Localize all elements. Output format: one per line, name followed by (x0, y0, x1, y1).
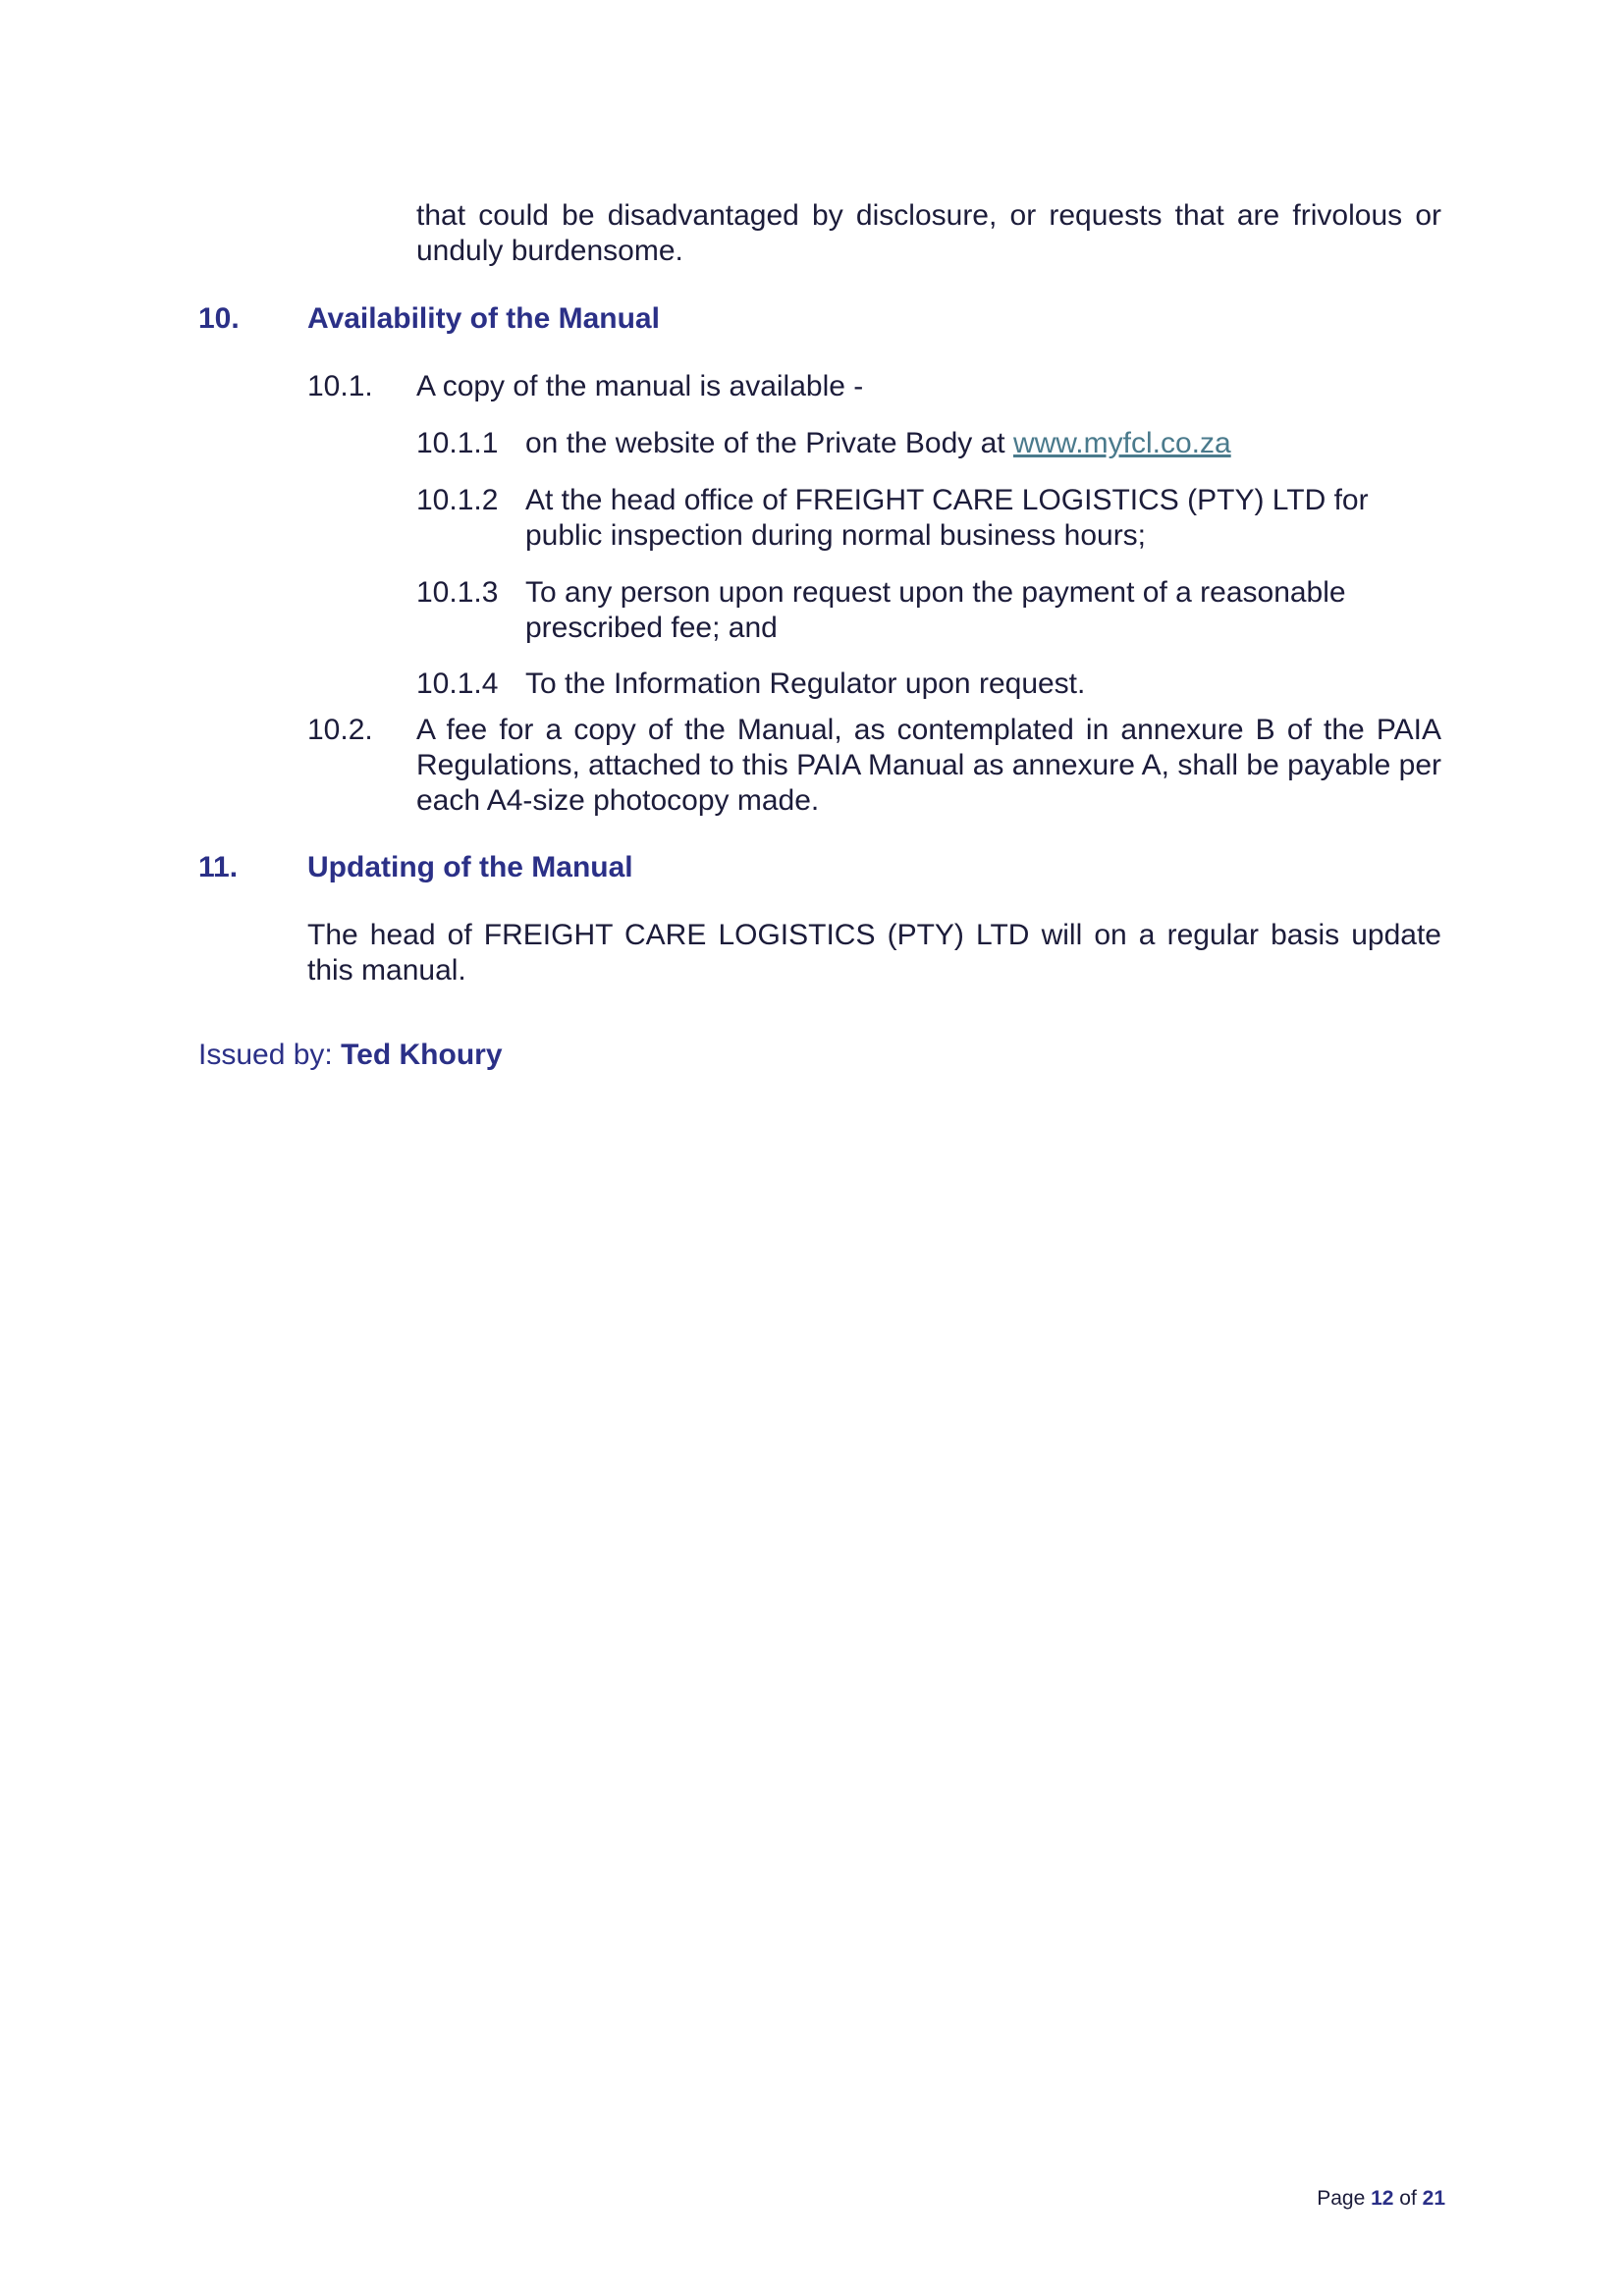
clause-10-1-1-label: on the website of the Private Body at (525, 427, 1013, 459)
clause-10-1-number: 10.1. (307, 370, 373, 402)
clause-10-1-2-text: At the head office of FREIGHT CARE LOGISTICS (PTY) LTD for public inspection during normal business hours; (525, 484, 1369, 552)
page-label: Page (1317, 2187, 1372, 2210)
clause-10-2-number: 10.2. (307, 714, 373, 746)
clause-10-1-4-text: To the Information Regulator upon request. (525, 667, 1086, 700)
page-current: 12 (1371, 2187, 1394, 2210)
issued-by (198, 1038, 503, 1073)
continuation-paragraph: that could be disadvantaged by disclosure, or requests that are frivolous or unduly burdensome. (416, 199, 1441, 267)
clause-10-1-2-number: 10.1.2 (416, 484, 499, 516)
clause-10-1-4-number: 10.1.4 (416, 667, 499, 700)
issued-by-label: Issued by: (198, 1039, 342, 1071)
section-11-number: 11. (198, 851, 239, 883)
clause-10-2-text: A fee for a copy of the Manual, as contemplated in annexure B of the PAIA Regulations, attached to this PAIA Manual as annexure A, shall be payable per each A4-size photocopy made. (416, 714, 1441, 817)
page-of-label: of (1393, 2187, 1423, 2210)
section-11-text: The head of FREIGHT CARE LOGISTICS (PTY) LTD will on a regular basis update this manual. (307, 919, 1441, 987)
website-link[interactable]: www.myfcl.co.za (1012, 427, 1231, 459)
section-10-number: 10. (198, 302, 240, 335)
page-total: 21 (1422, 2187, 1445, 2210)
clause-10-1-1-number: 10.1.1 (416, 427, 499, 459)
section-10-title: Availability of the Manual (307, 302, 660, 335)
page-number-footer (1317, 2186, 1445, 2212)
clause-10-1-1-text (525, 426, 1441, 461)
clause-10-1-3-number: 10.1.3 (416, 576, 499, 609)
clause-10-1-3-text: To any person upon request upon the payment of a reasonable prescribed fee; and (525, 576, 1346, 644)
issued-by-name: Ted Khoury (341, 1039, 503, 1071)
section-11-title: Updating of the Manual (307, 851, 633, 883)
clause-10-1-text: A copy of the manual is available - (416, 370, 864, 402)
